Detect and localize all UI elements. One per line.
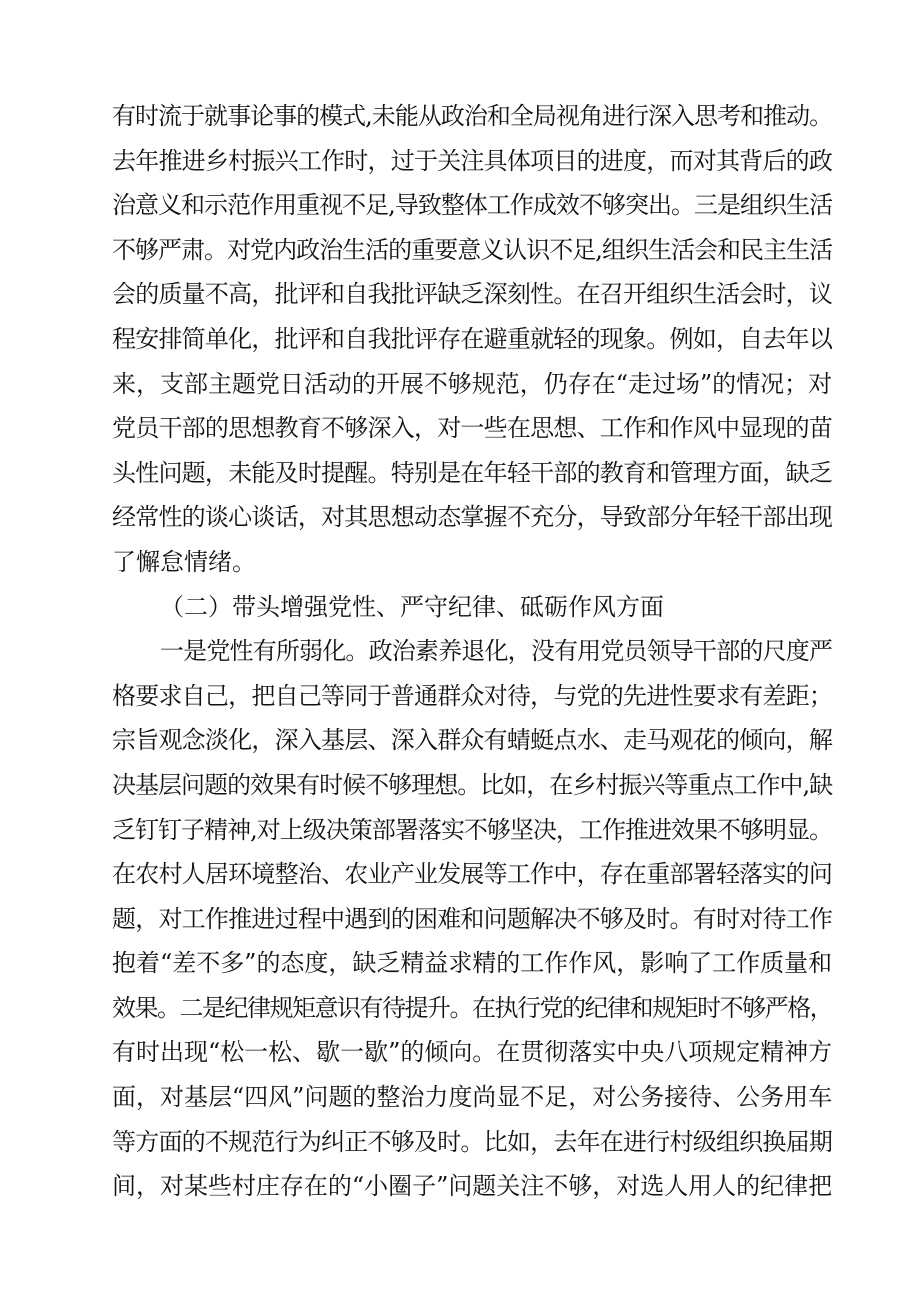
text-line: 在农村人居环境整治、农业产业发展等工作中，存在重部署轻落实的问 xyxy=(112,860,832,889)
document-body xyxy=(112,94,832,1209)
text-line: 去年推进乡村振兴工作时，过于关注具体项目的进度，而对其背后的政 xyxy=(112,146,832,175)
text-line: 不够严肃。对党内政治生活的重要意义认识不足,组织生活会和民主生活 xyxy=(112,235,832,264)
text-line: 等方面的不规范行为纠正不够及时。比如，去年在进行村级组织换届期 xyxy=(112,1127,832,1156)
text-line: 面，对基层“四风”问题的整治力度尚显不足，对公务接待、公务用车 xyxy=(112,1083,832,1112)
text-line: 有时出现“松一松、歇一歇”的倾向。在贯彻落实中央八项规定精神方 xyxy=(112,1038,832,1067)
paragraph-end-line: 了懈怠情绪。 xyxy=(112,547,256,576)
text-line: 会的质量不高，批评和自我批评缺乏深刻性。在召开组织生活会时，议 xyxy=(112,280,832,309)
text-line: 头性问题，未能及时提醒。特别是在年轻干部的教育和管理方面，缺乏 xyxy=(112,458,832,487)
text-line: 有时流于就事论事的模式,未能从政治和全局视角进行深入思考和推动。 xyxy=(112,102,832,130)
text-line: 抱着“差不多”的态度，缺乏精益求精的工作作风，影响了工作质量和 xyxy=(112,949,832,978)
section-heading: （二）带头增强党性、严守纪律、砥砺作风方面 xyxy=(160,592,664,621)
text-line: 决基层问题的效果有时候不够理想。比如，在乡村振兴等重点工作中,缺 xyxy=(112,770,832,799)
text-line: 治意义和示范作用重视不足,导致整体工作成效不够突出。三是组织生活 xyxy=(112,191,832,220)
text-line: 格要求自己，把自己等同于普通群众对待，与党的先进性要求有差距； xyxy=(112,681,832,710)
text-line: 党员干部的思想教育不够深入，对一些在思想、工作和作风中显现的苗 xyxy=(112,414,832,443)
text-line: 间，对某些村庄存在的“小圈子”问题关注不够，对选人用人的纪律把 xyxy=(112,1172,832,1201)
text-line: 来，支部主题党日活动的开展不够规范，仍存在“走过场”的情况；对 xyxy=(112,369,832,398)
text-line: 乏钉钉子精神,对上级决策部署落实不够坚决，工作推进效果不够明显。 xyxy=(112,815,832,844)
text-line: 题，对工作推进过程中遇到的困难和问题解决不够及时。有时对待工作 xyxy=(112,904,832,933)
text-line: 效果。二是纪律规矩意识有待提升。在执行党的纪律和规矩时不够严格， xyxy=(112,993,832,1022)
paragraph-first-line: 一是党性有所弱化。政治素养退化，没有用党员领导干部的尺度严 xyxy=(160,637,832,666)
text-line: 经常性的谈心谈话，对其思想动态掌握不充分，导致部分年轻干部出现 xyxy=(112,503,832,532)
text-line: 程安排简单化，批评和自我批评存在避重就轻的现象。例如，自去年以 xyxy=(112,324,832,353)
text-line: 宗旨观念淡化，深入基层、深入群众有蜻蜓点水、走马观花的倾向，解 xyxy=(112,726,832,755)
